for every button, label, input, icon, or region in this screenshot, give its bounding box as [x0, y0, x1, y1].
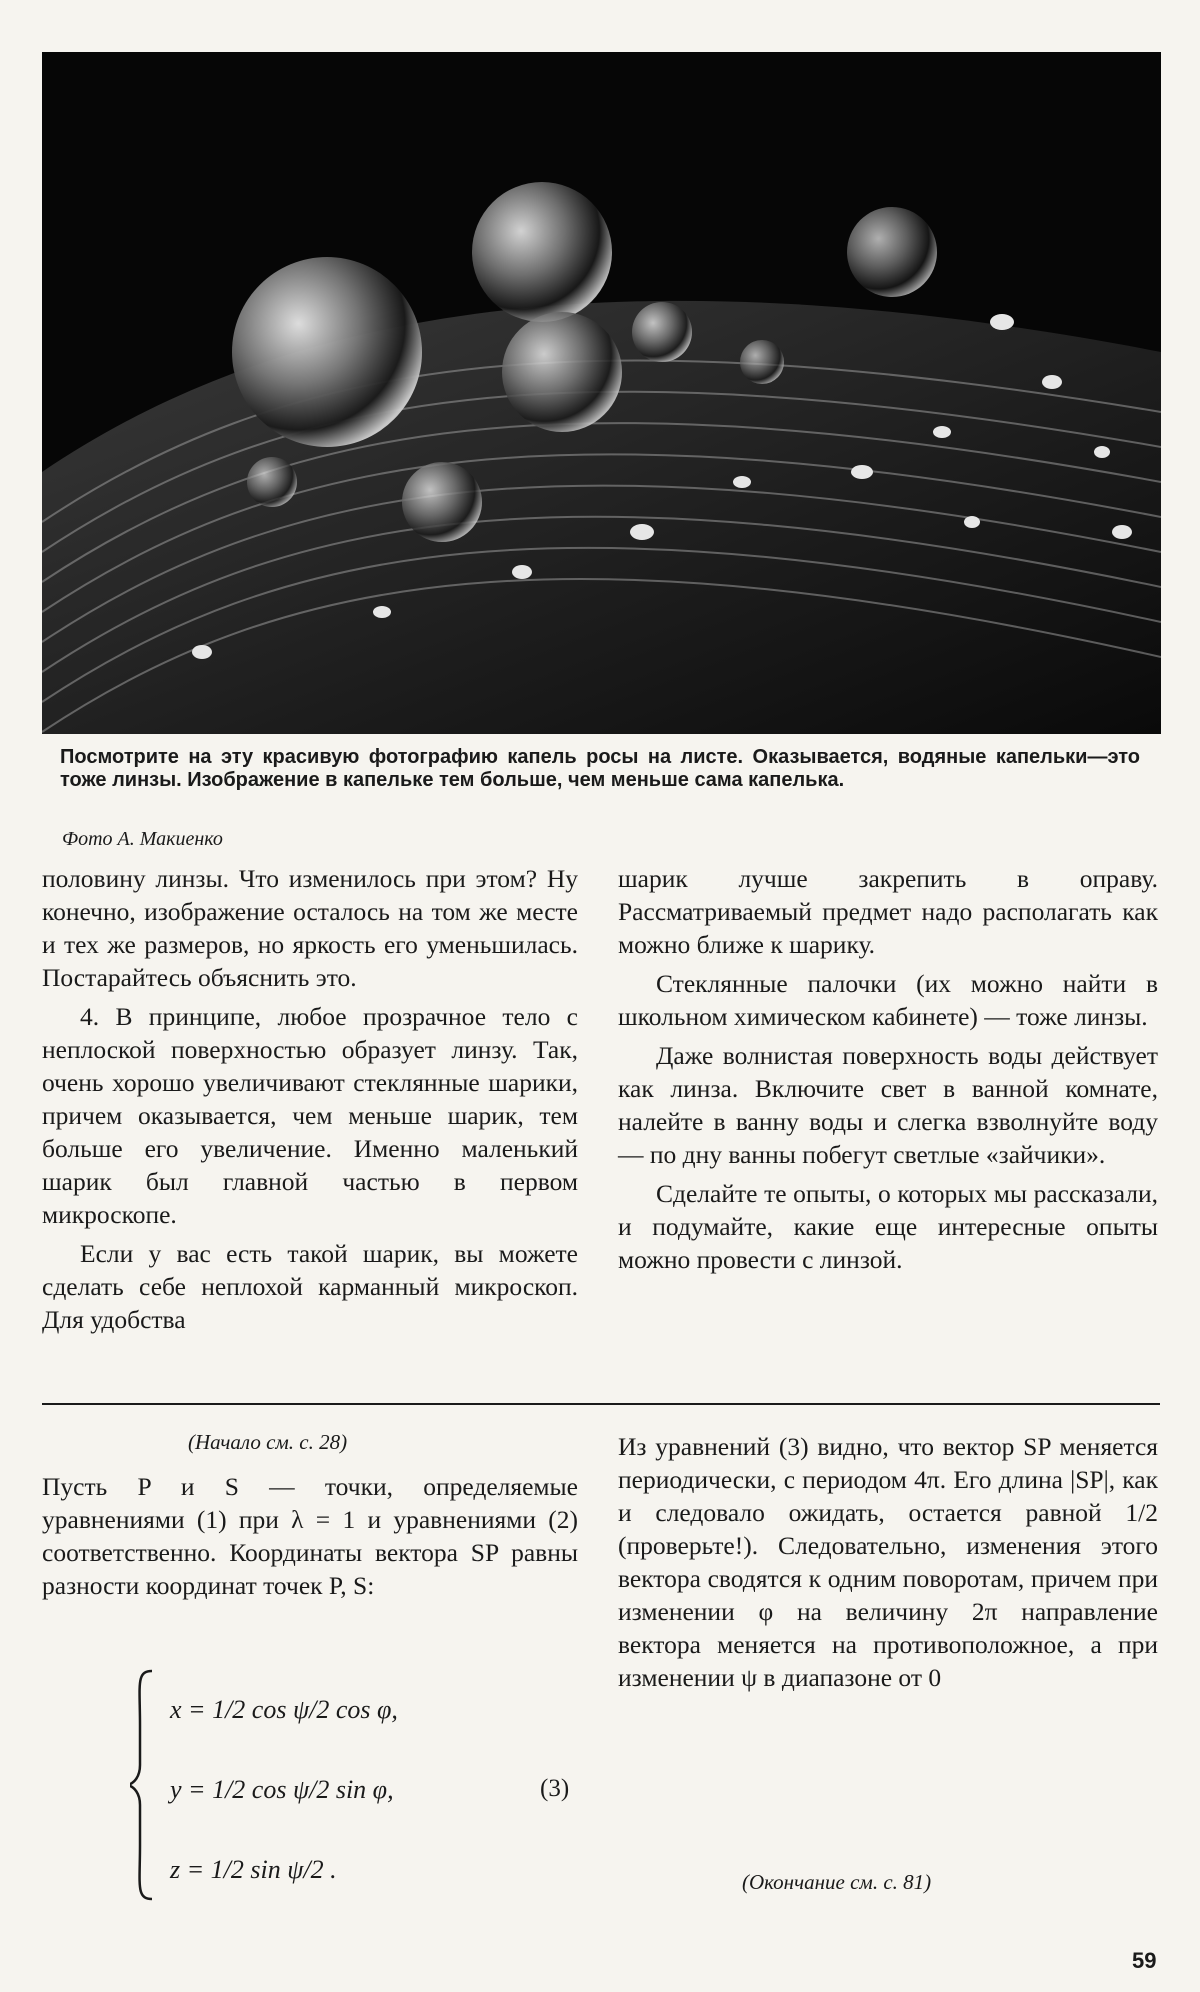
left-column: [42, 862, 578, 1342]
photo-caption: Посмотрите на эту красивую фотографию капель росы на листе. Оказывается, водяные капельки—это тоже линзы. Изображение в капельке тем больше, чем меньше сама капелька.: [60, 746, 1140, 791]
right-paragraph-4: Сделайте те опыты, о которых мы рассказали, и подумайте, какие еще интересные опыты можно провести с линзой.: [618, 1179, 1158, 1274]
page-number: 59: [1132, 1948, 1157, 1973]
left-paragraph-2: 4. В принципе, любое прозрачное тело с неплоской поверхностью образует линзу. Так, очень хорошо увеличивают стеклянные шарики, причем оказывается, чем меньше шарик, тем больше его увеличение. Именно маленький шарик был главной частью в первом микроскопе.: [42, 1002, 578, 1229]
continued-on-note: (Окончание см. с. 81): [742, 1870, 932, 1894]
equation-z: z = 1/2 sin ψ/2 .: [170, 1855, 337, 1884]
photo-credit: Фото А. Макиенко: [62, 828, 223, 850]
left-paragraph-1: половину линзы. Что изменилось при этом? Ну конечно, изображение осталось на том же месте и тех же размеров, но яркость его уменьшилась. Постарайтесь объяснить это.: [42, 864, 578, 992]
lower-left-text: Пусть P и S — точки, определяемые уравнениями (1) при λ = 1 и уравнениями (2) соответственно. Координаты вектора SP равны разности координат точек P, S:: [42, 1472, 578, 1600]
dew-drops-photo: [42, 52, 1161, 734]
equation-y: y = 1/2 cos ψ/2 sin φ,: [170, 1775, 394, 1804]
dew-drops-illustration: [42, 52, 1161, 734]
continued-from-note: (Начало см. с. 28): [188, 1430, 348, 1454]
right-column: [618, 862, 1158, 1282]
equation-number: (3): [540, 1775, 570, 1802]
right-paragraph-1: шарик лучше закрепить в оправу. Рассматриваемый предмет надо располагать как можно ближе к шарику.: [618, 864, 1158, 959]
equation-x: x = 1/2 cos ψ/2 cos φ,: [170, 1695, 398, 1724]
lower-right-text: Из уравнений (3) видно, что вектор SP меняется периодически, с периодом 4π. Его длина |SP|, как и следовало ожидать, остается равной 1/2 (проверьте!). Следовательно, изменения этого вектора сводятся к одним поворотам, причем при изменении φ на величину 2π направление вектора меняется на противоположное, а при изменении ψ в диапазоне от 0: [618, 1432, 1158, 1692]
right-paragraph-2: Стеклянные палочки (их можно найти в школьном химическом кабинете) — тоже линзы.: [618, 969, 1158, 1031]
section-divider: [42, 1403, 1160, 1405]
right-paragraph-3: Даже волнистая поверхность воды действует как линза. Включите свет в ванной комнате, налейте в ванну воды и слегка взволнуйте воду — по дну ванны побегут светлые «зайчики».: [618, 1041, 1158, 1169]
left-paragraph-3: Если у вас есть такой шарик, вы можете сделать себе неплохой карманный микроскоп. Для удобства: [42, 1239, 578, 1334]
